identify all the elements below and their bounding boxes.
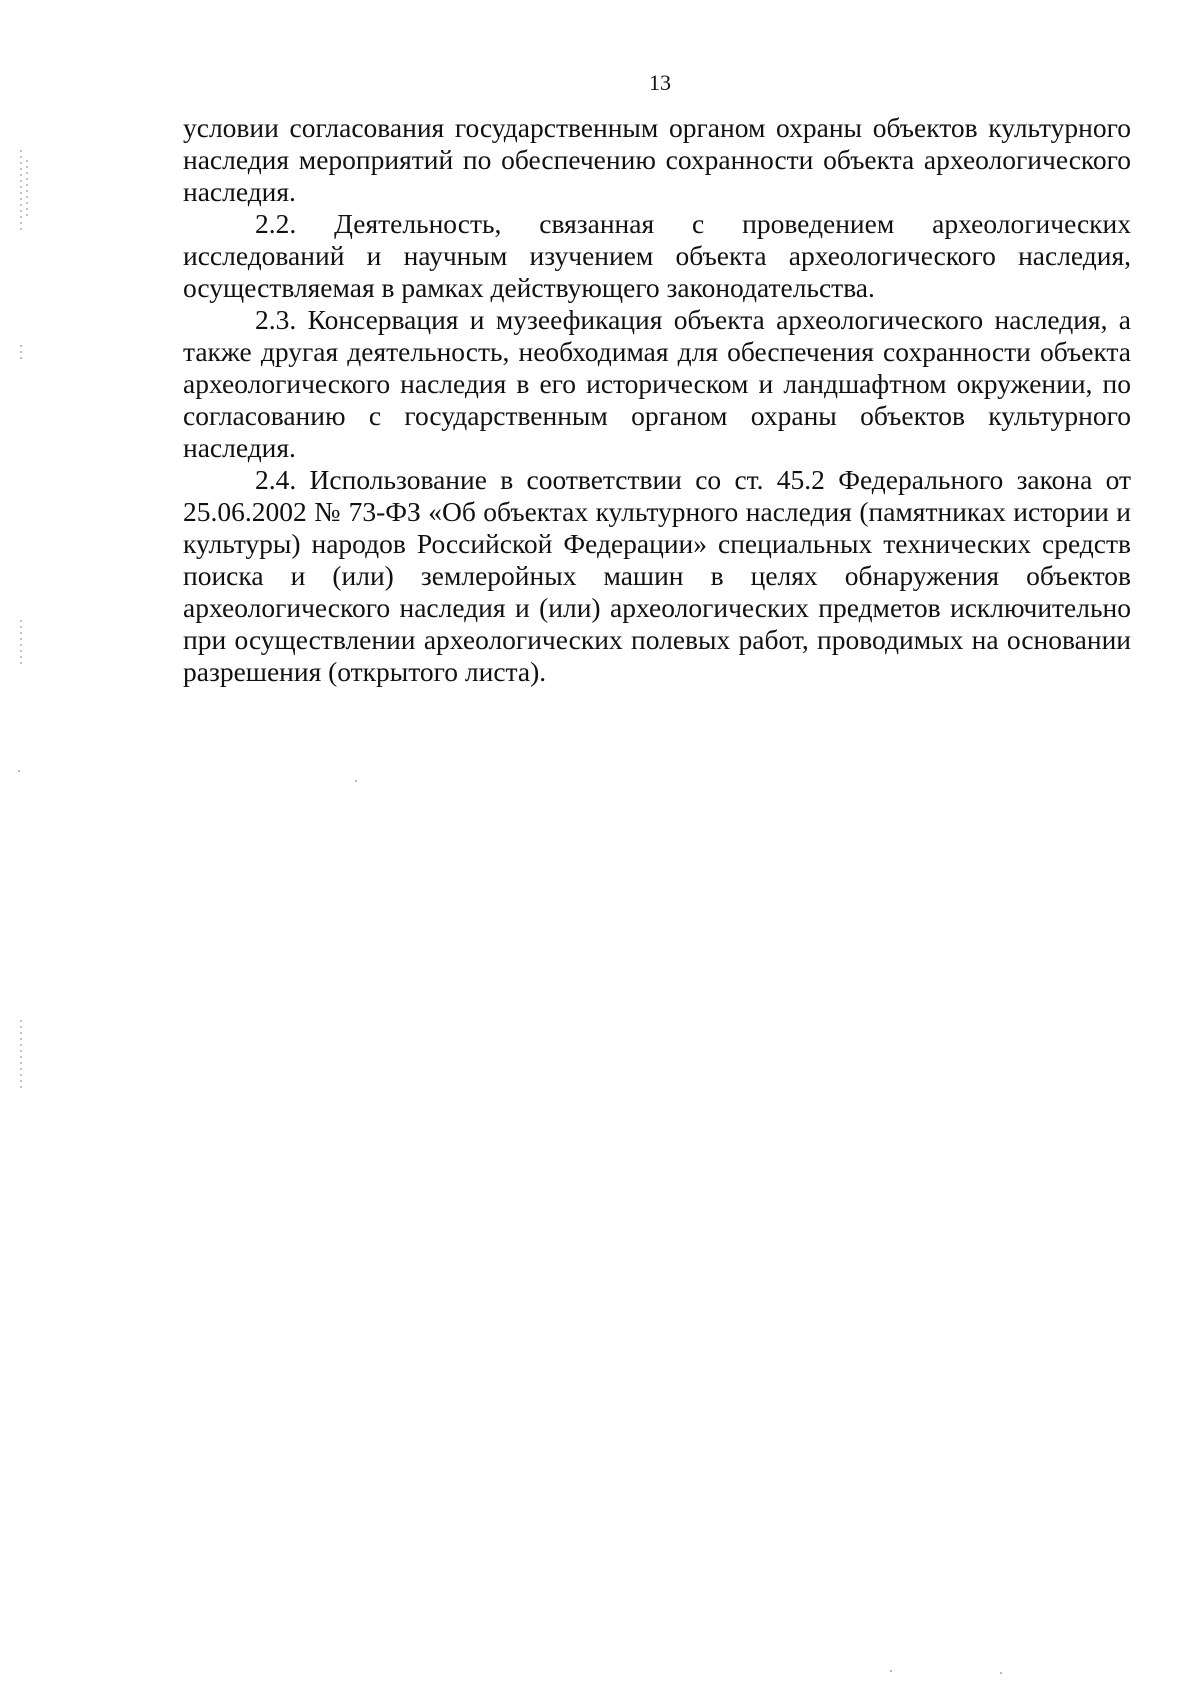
scan-artifact bbox=[18, 770, 20, 772]
scan-artifact bbox=[26, 160, 28, 220]
scan-artifact bbox=[1000, 1672, 1002, 1674]
paragraph-continuation: условии согласования государственным органом охраны объектов культурного наследия мероприятий по обеспечению сохранности объекта археологического наследия. bbox=[183, 112, 1131, 207]
paragraph-2-2: 2.2. Деятельность, связанная с проведением археологических исследований и научным изучением объекта археологического наследия, осуществляемая в рамках действующего законодательства. bbox=[183, 208, 1131, 303]
paragraph-2-4: 2.4. Использование в соответствии со ст. 45.2 Федерального закона от 25.06.2002 № 73-ФЗ «Об объектах культурного наследия (памятниках истории и культуры) народов Российской Федерации» специальных технических средств поиска и (или) землеройных машин в целях обнаружения объектов археологического наследия и (или) археологических предметов исключительно при осуществлении археологических полевых работ, проводимых на основании разрешения (открытого листа). bbox=[183, 464, 1131, 687]
scan-artifact bbox=[20, 150, 22, 230]
scan-artifact bbox=[355, 780, 357, 782]
scan-artifact bbox=[20, 1020, 22, 1090]
document-body bbox=[183, 112, 1131, 688]
scan-artifact bbox=[20, 620, 22, 665]
paragraph-2-3: 2.3. Консервация и музеефикация объекта археологического наследия, а также другая деятельность, необходимая для обеспечения сохранности объекта археологического наследия в его историческом и ландшафтном окружении, по согласованию с государственным органом охраны объектов культурного наследия. bbox=[183, 304, 1131, 463]
scan-artifact bbox=[890, 1670, 892, 1672]
page-number: 13 bbox=[649, 70, 671, 95]
scan-artifact bbox=[20, 345, 22, 359]
